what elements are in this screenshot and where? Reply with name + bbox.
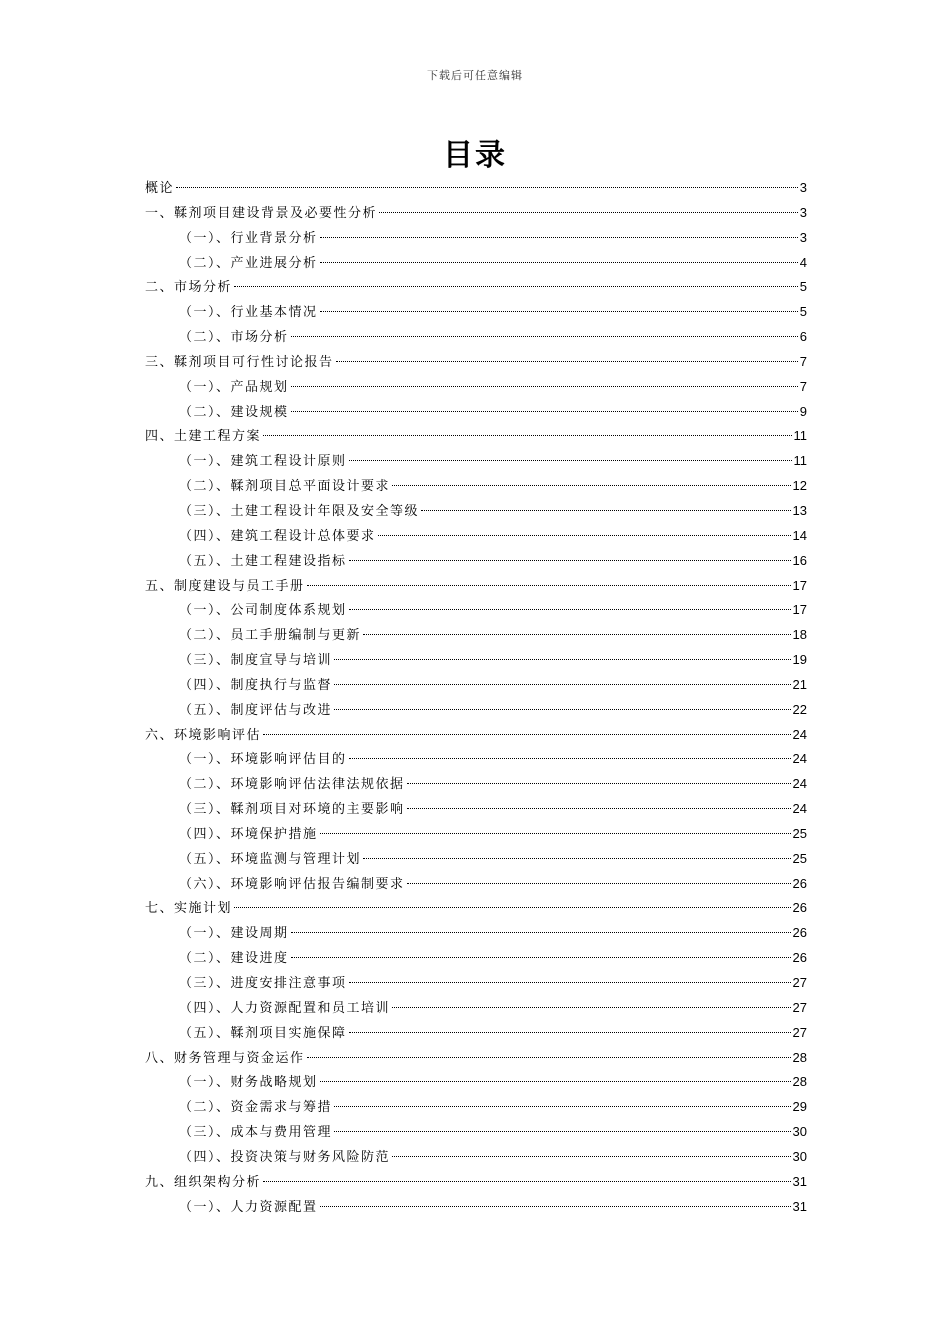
dot-leader xyxy=(320,1081,791,1082)
toc-entry-page-number: 31 xyxy=(792,1198,807,1214)
dot-leader xyxy=(392,1156,791,1157)
toc-entry[interactable] xyxy=(145,499,807,524)
toc-entry[interactable] xyxy=(145,201,807,226)
toc-entry-page-number: 28 xyxy=(792,1049,807,1065)
toc-entry-page-number: 17 xyxy=(792,577,807,593)
toc-entry[interactable] xyxy=(145,698,807,723)
toc-entry[interactable] xyxy=(145,325,807,350)
dot-leader xyxy=(234,286,798,287)
toc-entry[interactable] xyxy=(145,474,807,499)
toc-entry[interactable] xyxy=(145,996,807,1021)
toc-entry-label: （五）、制度评估与改进 xyxy=(179,702,333,718)
dot-leader xyxy=(407,808,791,809)
toc-entry-label: （一）、建设周期 xyxy=(179,926,289,942)
toc-entry-page-number: 5 xyxy=(799,279,807,295)
toc-entry-label: 五、制度建设与员工手册 xyxy=(145,578,305,594)
toc-entry[interactable] xyxy=(145,1070,807,1095)
toc-entry-label: 七、实施计划 xyxy=(145,901,233,917)
toc-entry-page-number: 24 xyxy=(792,801,807,817)
toc-entry-page-number: 19 xyxy=(792,652,807,668)
toc-entry[interactable] xyxy=(145,723,807,748)
toc-entry-page-number: 18 xyxy=(792,627,807,643)
toc-entry-page-number: 14 xyxy=(792,527,807,543)
dot-leader xyxy=(307,585,791,586)
toc-entry-label: （二）、鞣剂项目总平面设计要求 xyxy=(179,479,391,495)
dot-leader xyxy=(291,336,798,337)
toc-entry-page-number: 28 xyxy=(792,1074,807,1090)
dot-leader xyxy=(234,907,791,908)
dot-leader xyxy=(320,1206,791,1207)
dot-leader xyxy=(291,957,791,958)
toc-entry[interactable] xyxy=(145,1046,807,1071)
toc-entry[interactable] xyxy=(145,400,807,425)
toc-entry-page-number: 11 xyxy=(793,428,807,444)
toc-entry-label: （二）、资金需求与筹措 xyxy=(179,1100,333,1116)
toc-entry-page-number: 29 xyxy=(792,1099,807,1115)
page-title: 目录 xyxy=(443,138,507,173)
toc-entry-page-number: 4 xyxy=(799,254,807,270)
toc-entry-label: （一）、建筑工程设计原则 xyxy=(179,454,347,470)
toc-entry[interactable] xyxy=(145,623,807,648)
toc-entry-page-number: 27 xyxy=(792,975,807,990)
toc-entry-label: 八、财务管理与资金运作 xyxy=(145,1050,305,1066)
toc-entry[interactable] xyxy=(145,772,807,797)
toc-entry[interactable] xyxy=(145,251,807,276)
toc-entry-page-number: 12 xyxy=(792,478,807,494)
toc-entry[interactable] xyxy=(145,449,807,474)
dot-leader xyxy=(407,883,791,884)
toc-entry-page-number: 17 xyxy=(792,602,807,618)
toc-entry-page-number: 11 xyxy=(793,453,807,469)
toc-entry-label: 六、环境影响评估 xyxy=(145,727,262,743)
toc-entry-page-number: 24 xyxy=(792,776,807,792)
toc-entry-label: （六）、环境影响评估报告编制要求 xyxy=(179,876,405,892)
dot-leader xyxy=(291,411,798,412)
toc-entry[interactable] xyxy=(145,946,807,971)
toc-entry-page-number: 6 xyxy=(799,329,807,345)
dot-leader xyxy=(263,1181,791,1182)
dot-leader xyxy=(392,1007,791,1008)
toc-entry-page-number: 21 xyxy=(792,676,807,692)
toc-entry-page-number: 27 xyxy=(792,999,807,1015)
toc-entry-label: 三、鞣剂项目可行性讨论报告 xyxy=(145,354,334,370)
dot-leader xyxy=(291,932,791,933)
toc-entry-page-number: 24 xyxy=(792,726,807,742)
toc-entry-page-number: 7 xyxy=(799,378,807,394)
toc-entry[interactable] xyxy=(145,747,807,772)
toc-entry-label: （三）、土建工程设计年限及安全等级 xyxy=(179,503,420,519)
dot-leader xyxy=(336,361,798,362)
toc-entry[interactable] xyxy=(145,1145,807,1170)
dot-leader xyxy=(407,783,791,784)
toc-entry-label: （三）、成本与费用管理 xyxy=(179,1125,333,1141)
toc-entry-page-number: 7 xyxy=(799,353,807,369)
toc-entry[interactable] xyxy=(145,673,807,698)
toc-entry-label: （一）、行业基本情况 xyxy=(179,305,318,321)
toc-entry[interactable] xyxy=(145,822,807,847)
toc-entry-page-number: 3 xyxy=(799,204,807,220)
toc-entry-label: 九、组织架构分析 xyxy=(145,1174,262,1190)
dot-leader xyxy=(349,758,791,759)
toc-entry-page-number: 3 xyxy=(799,180,807,195)
dot-leader xyxy=(263,734,791,735)
toc-entry[interactable] xyxy=(145,896,807,921)
toc-entry-label: （五）、土建工程建设指标 xyxy=(179,553,347,569)
toc-entry-label: 二、市场分析 xyxy=(145,280,233,296)
toc-entry-label: （一）、行业背景分析 xyxy=(179,230,318,246)
dot-leader xyxy=(363,858,791,859)
toc-entry[interactable] xyxy=(145,1095,807,1120)
dot-leader xyxy=(349,460,792,461)
dot-leader xyxy=(349,560,791,561)
toc-entry-label: （五）、鞣剂项目实施保障 xyxy=(179,1025,347,1041)
toc-entry-label: （四）、建筑工程设计总体要求 xyxy=(179,528,376,544)
dot-leader xyxy=(349,1032,791,1033)
toc-entry[interactable] xyxy=(145,1195,807,1220)
header-note: 下载后可任意编辑 xyxy=(427,69,523,82)
dot-leader xyxy=(379,212,798,213)
toc-entry-label: （四）、制度执行与监督 xyxy=(179,677,333,693)
toc-entry-label: （一）、财务战略规划 xyxy=(179,1075,318,1091)
toc-entry-page-number: 16 xyxy=(792,552,807,568)
dot-leader xyxy=(176,187,798,188)
toc-entry-label: 四、土建工程方案 xyxy=(145,429,262,445)
toc-entry[interactable] xyxy=(145,549,807,574)
toc-entry-page-number: 13 xyxy=(792,502,807,518)
toc-entry-label: （一）、公司制度体系规划 xyxy=(179,603,347,619)
dot-leader xyxy=(291,386,798,387)
toc-entry-label: （四）、投资决策与财务风险防范 xyxy=(179,1149,391,1165)
dot-leader xyxy=(334,684,791,685)
dot-leader xyxy=(334,659,791,660)
toc-entry[interactable] xyxy=(145,350,807,375)
toc-entry[interactable] xyxy=(145,1120,807,1145)
toc-entry[interactable] xyxy=(145,574,807,599)
toc-entry-label: （一）、环境影响评估目的 xyxy=(179,752,347,768)
toc-entry-label: （二）、产业进展分析 xyxy=(179,255,318,271)
toc-entry-page-number: 26 xyxy=(792,925,807,941)
toc-entry-label: （二）、员工手册编制与更新 xyxy=(179,628,362,644)
toc-entry-page-number: 9 xyxy=(799,403,807,419)
toc-entry[interactable] xyxy=(145,847,807,872)
dot-leader xyxy=(320,311,798,312)
toc-entry[interactable] xyxy=(145,375,807,400)
toc-entry-label: （一）、产品规划 xyxy=(179,379,289,395)
toc-entry-page-number: 26 xyxy=(792,875,807,891)
toc-entry-label: （三）、鞣剂项目对环境的主要影响 xyxy=(179,802,405,818)
toc-entry[interactable] xyxy=(145,872,807,897)
toc-entry-page-number: 22 xyxy=(792,701,807,717)
toc-entry-label: （二）、环境影响评估法律法规依据 xyxy=(179,777,405,793)
toc-entry-page-number: 25 xyxy=(792,825,807,841)
dot-leader xyxy=(392,485,791,486)
dot-leader xyxy=(349,609,791,610)
toc-entry[interactable] xyxy=(145,424,807,449)
dot-leader xyxy=(421,510,791,511)
toc-entry[interactable] xyxy=(145,226,807,251)
toc-entry-page-number: 3 xyxy=(799,229,807,245)
toc-entry[interactable] xyxy=(145,921,807,946)
toc-entry-page-number: 24 xyxy=(792,751,807,767)
toc-entry-label: （二）、建设进度 xyxy=(179,951,289,967)
toc-entry-page-number: 31 xyxy=(792,1173,807,1189)
toc-entry-label: （四）、人力资源配置和员工培训 xyxy=(179,1000,391,1016)
toc-entry[interactable] xyxy=(145,176,807,201)
toc-entry-label: （一）、人力资源配置 xyxy=(179,1199,318,1215)
dot-leader xyxy=(320,833,791,834)
dot-leader xyxy=(349,982,791,983)
toc-entry[interactable] xyxy=(145,300,807,325)
toc-entry-page-number: 26 xyxy=(792,950,807,966)
toc-entry-label: 一、鞣剂项目建设背景及必要性分析 xyxy=(145,205,378,221)
toc-entry-page-number: 5 xyxy=(799,304,807,320)
toc-entry[interactable] xyxy=(145,1170,807,1195)
toc-entry-label: （三）、制度宣导与培训 xyxy=(179,653,333,669)
dot-leader xyxy=(263,435,791,436)
toc-entry-page-number: 30 xyxy=(792,1124,807,1140)
toc-entry-label: （三）、进度安排注意事项 xyxy=(179,976,347,991)
dot-leader xyxy=(320,237,798,238)
toc-entry[interactable] xyxy=(145,1021,807,1046)
toc-entry-page-number: 25 xyxy=(792,850,807,866)
dot-leader xyxy=(307,1057,791,1058)
toc-entry[interactable] xyxy=(145,797,807,822)
dot-leader xyxy=(334,1106,791,1107)
dot-leader xyxy=(334,709,791,710)
toc-entry[interactable] xyxy=(145,648,807,673)
toc-entry-label: （二）、建设规模 xyxy=(179,404,289,420)
toc-entry-label: （四）、环境保护措施 xyxy=(179,826,318,842)
toc-entry[interactable] xyxy=(145,524,807,549)
toc-entry-label: （二）、市场分析 xyxy=(179,330,289,346)
dot-leader xyxy=(320,262,798,263)
toc-entry-page-number: 26 xyxy=(792,900,807,916)
dot-leader xyxy=(363,634,791,635)
toc-entry[interactable] xyxy=(145,598,807,623)
table-of-contents xyxy=(145,176,807,1219)
dot-leader xyxy=(334,1131,791,1132)
toc-entry-label: 概论 xyxy=(145,181,175,196)
dot-leader xyxy=(378,535,791,536)
toc-entry-page-number: 30 xyxy=(792,1148,807,1164)
toc-entry[interactable] xyxy=(145,971,807,996)
toc-entry-label: （五）、环境监测与管理计划 xyxy=(179,851,362,867)
toc-entry-page-number: 27 xyxy=(792,1024,807,1040)
toc-entry[interactable] xyxy=(145,275,807,300)
